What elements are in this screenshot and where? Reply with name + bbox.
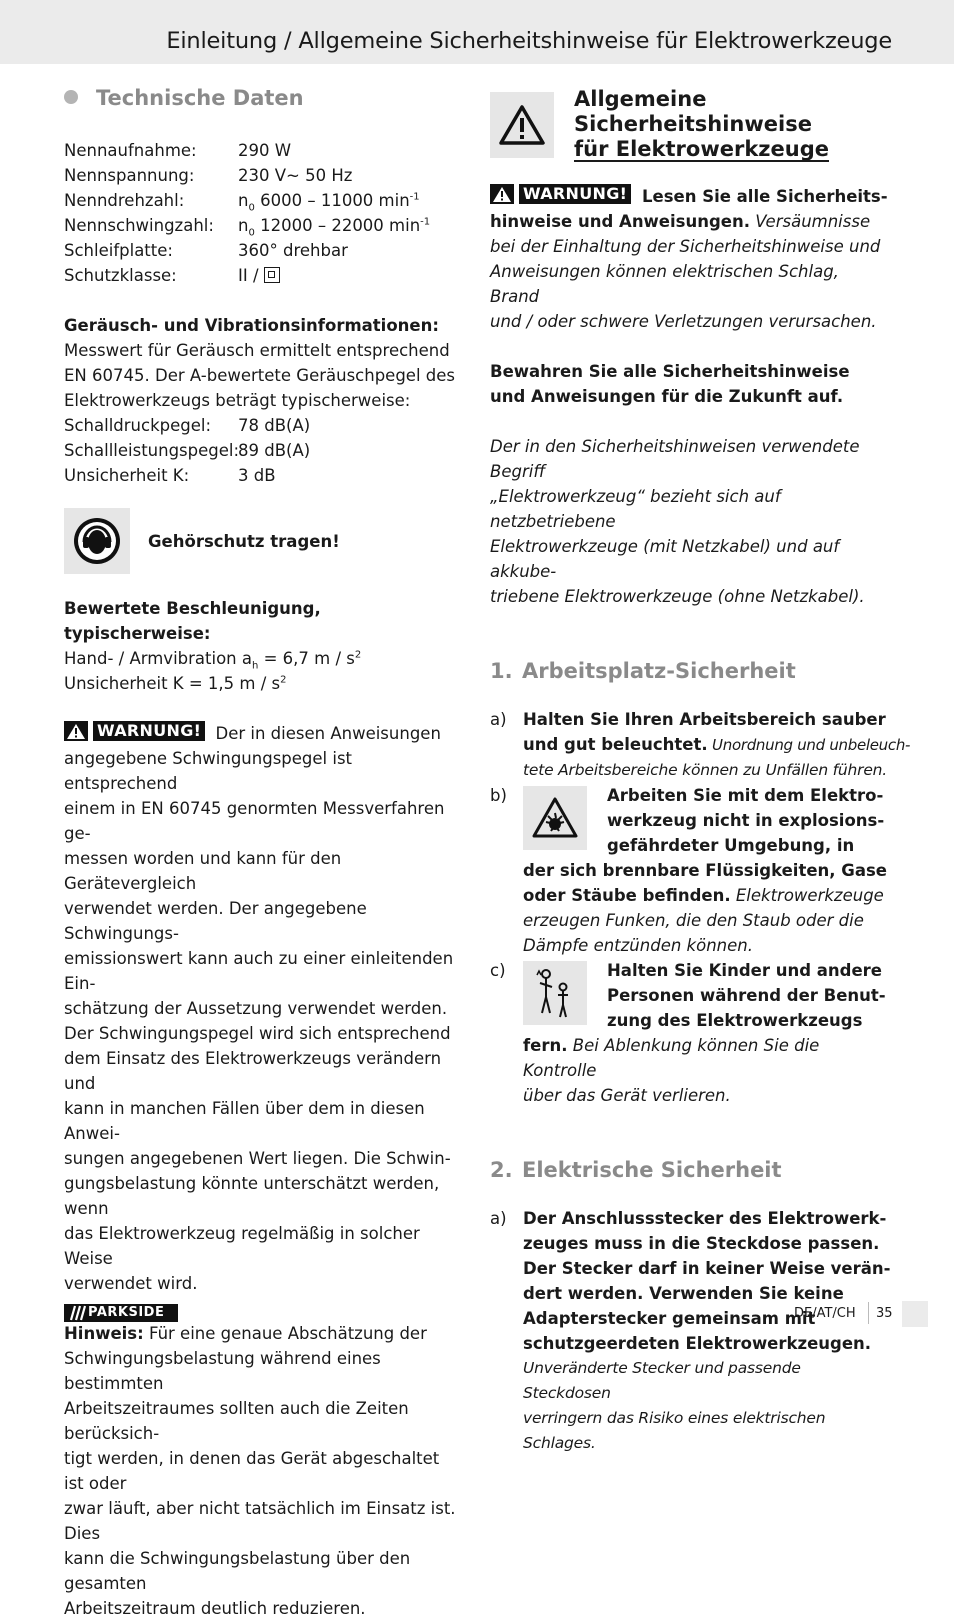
section-number: 2. (490, 1158, 513, 1182)
item-icon-row (523, 783, 892, 858)
ear-protection-row (64, 508, 464, 574)
page-number: 35 (876, 1306, 893, 1321)
text-line: verwendet werden. Der angegebene Schwingungs- (64, 899, 367, 943)
spec-row (64, 263, 464, 288)
text-line: kann in manchen Fällen über dem in diesen Anwei- (64, 1099, 425, 1143)
text-line: EN 60745. Der A-bewertete Geräuschpegel des (64, 366, 456, 385)
protection-class-icon (264, 267, 280, 283)
item-body (523, 783, 892, 958)
bold-text: oder Stäube befinden. (523, 886, 731, 905)
item-icon-row (523, 958, 892, 1033)
footer-page-tab (902, 1301, 928, 1327)
spec-key: Nennschwingzahl: (64, 216, 214, 235)
noise-value: 3 dB (238, 466, 276, 485)
noise-heading: Geräusch- und Vibrationsinformationen: (64, 316, 439, 335)
spec-value-sup: -1 (409, 191, 420, 203)
noise-row (64, 413, 464, 438)
spec-key: Nennaufnahme: (64, 141, 197, 160)
text-line: zeuges muss in die Steckdose passen. (523, 1234, 880, 1253)
spec-row (64, 213, 464, 238)
spec-value-sub: 0 (248, 202, 255, 214)
section-title-text: Arbeitsplatz-Sicherheit (522, 659, 796, 683)
text-line: Der Schwingungspegel wird sich entsprechend (64, 1024, 451, 1043)
spec-list (64, 138, 464, 288)
text-line: Messwert für Geräusch ermittelt entsprechend (64, 341, 450, 360)
text-line: werkzeug nicht in explosions- (607, 811, 885, 830)
text-line: Anweisungen können elektrischen Schlag, Brand (490, 262, 839, 306)
note-block (64, 1321, 464, 1621)
text-line: zwar läuft, aber nicht tatsächlich im Einsatz ist. Dies (64, 1499, 456, 1543)
warning-badge (64, 721, 210, 741)
text-line: Lesen Sie alle Sicherheits- (636, 187, 888, 206)
accel-heading: Bewertete Beschleunigung, typischerweise: (64, 599, 321, 643)
text-line: „Elektrowerkzeug“ bezieht sich auf netzbetriebene (490, 487, 781, 531)
footer-language: DE/AT/CH (794, 1306, 856, 1321)
accel-line-1 (64, 646, 464, 671)
spec-value-text: II / (238, 266, 264, 285)
text-line: Halten Sie Kinder und andere (607, 961, 882, 980)
warning-first-line (490, 184, 892, 209)
item-body (523, 707, 910, 783)
spec-value (238, 213, 430, 238)
noise-text (64, 338, 464, 413)
text-line: schätzung der Aussetzung verwendet werden. (64, 999, 448, 1018)
text-line: Elektrowerkzeugs beträgt typischerweise: (64, 391, 411, 410)
warning-label: WARNUNG! (519, 184, 631, 204)
text-line: der sich brennbare Flüssigkeiten, Gase (523, 861, 887, 880)
spec-value (238, 188, 420, 213)
item-bold-text (523, 1206, 892, 1356)
text-line: Für eine genaue Abschätzung der (143, 1324, 427, 1343)
item-side-text (607, 783, 884, 858)
vibration-warning (64, 721, 464, 1296)
text-line: emissionswert kann auch zu einer einleitenden Ein- (64, 949, 454, 993)
text-line: sungen angegebenen Wert liegen. Die Schwin- (64, 1149, 451, 1168)
spec-key: Schutzklasse: (64, 266, 177, 285)
text-line: verringern das Risiko eines elektrischen Schlages. (523, 1409, 826, 1452)
spec-value: 290 W (238, 141, 292, 160)
spec-value-sub: 0 (248, 227, 255, 239)
spec-row (64, 188, 464, 213)
text-line (523, 1033, 892, 1083)
text-line: bei der Einhaltung der Sicherheitshinweise und (490, 237, 881, 256)
item-label: a) (490, 710, 507, 729)
item-side-text (607, 958, 886, 1033)
keep-instructions (490, 359, 892, 409)
text-line: Arbeitszeitraum deutlich reduzieren. (64, 1599, 366, 1618)
spec-value-pre: n (238, 191, 249, 210)
warning-triangle-icon (490, 184, 514, 204)
warning-triangle-icon (64, 721, 88, 741)
text-line: Halten Sie Ihren Arbeitsbereich sauber (523, 710, 886, 729)
text-line: Der Stecker darf in keiner Weise verän- (523, 1259, 891, 1278)
title-line: Sicherheitshinweise (574, 112, 812, 136)
text-line: zung des Elektrowerkzeugs (607, 1011, 863, 1030)
list-item (490, 958, 892, 1108)
item-italic-text (523, 1356, 892, 1456)
text-line: Personen während der Benut- (607, 986, 886, 1005)
noise-row (64, 438, 464, 463)
text-line: schutzgeerdeten Elektrowerkzeugen. (523, 1334, 872, 1353)
text-line: Der in den Sicherheitshinweisen verwendete Begriff (490, 437, 860, 481)
accel-sup: 2 (280, 674, 287, 686)
noise-value: 89 dB(A) (238, 441, 311, 460)
text-line: Dämpfe entzünden können. (523, 936, 753, 955)
text-line: angegebene Schwingungspegel ist entsprechend (64, 749, 353, 793)
section-title-text: Elektrische Sicherheit (522, 1158, 782, 1182)
text-line: über das Gerät verlieren. (523, 1086, 731, 1105)
noise-key: Unsicherheit K: (64, 466, 190, 485)
warning-label: WARNUNG! (93, 721, 205, 741)
italic-text: Versäumnisse (749, 212, 871, 231)
text-line: kann die Schwingungsbelastung über den gesamten (64, 1549, 411, 1593)
item-body (523, 958, 892, 1108)
spec-key: Nenndrehzahl: (64, 191, 185, 210)
text-line: verwendet wird. (64, 1274, 198, 1293)
spec-key: Nennspannung: (64, 166, 195, 185)
text-line: Elektrowerkzeuge (mit Netzkabel) und auf akkube- (490, 537, 840, 581)
section-number: 1. (490, 659, 513, 683)
text-line (523, 883, 892, 908)
ear-protection-icon (64, 508, 130, 574)
left-column (64, 84, 464, 1621)
italic-text: Unordnung und unbeleuch- (707, 736, 911, 754)
item-body (523, 1206, 892, 1456)
spec-row (64, 138, 464, 163)
item-label: a) (490, 1209, 507, 1228)
accel-sub: h (252, 660, 259, 672)
spec-key: Schleifplatte: (64, 241, 173, 260)
text-line: dert werden. Verwenden Sie keine (523, 1284, 844, 1303)
item-label: c) (490, 961, 506, 980)
section-2-title (490, 1156, 892, 1184)
bold-text: fern. (523, 1036, 568, 1055)
spec-value-main: 12000 – 22000 min (254, 216, 421, 235)
text-line: das Elektrowerkzeug regelmäßig in solcher Weise (64, 1224, 420, 1268)
text-line: Arbeiten Sie mit dem Elektro- (607, 786, 884, 805)
noise-key: Schallleistungspegel: (64, 441, 240, 460)
warning-badge (490, 184, 636, 204)
general-safety-title (574, 84, 829, 160)
text-line: Bewahren Sie alle Sicherheitshinweise (490, 362, 850, 381)
text-line: erzeugen Funken, die den Staub oder die (523, 911, 864, 930)
footer-divider (868, 1302, 869, 1324)
logo-text: PARKSIDE (88, 1305, 165, 1320)
section-technical-data-title (64, 84, 464, 112)
logo-stripes-icon (68, 1304, 86, 1328)
text-line: gungsbelastung könnte unterschätzt werden, wenn (64, 1174, 440, 1218)
text-line: Unveränderte Stecker und passende Steckdosen (523, 1359, 801, 1402)
spec-value: 230 V~ 50 Hz (238, 166, 353, 185)
text-line: gefährdeter Umgebung, in (607, 836, 855, 855)
text-line (490, 209, 892, 234)
page-header (0, 0, 954, 64)
right-column (490, 84, 911, 1456)
spec-value-sup: -1 (420, 216, 431, 228)
list-item (490, 783, 892, 958)
text-line: Der Anschlussstecker des Elektrowerk- (523, 1209, 887, 1228)
warning-triangle-icon (498, 104, 546, 146)
list-item (490, 707, 911, 783)
text-line: triebene Elektrowerkzeuge (ohne Netzkabel). (490, 587, 865, 606)
text-line: und Anweisungen für die Zukunft auf. (490, 387, 844, 406)
italic-text: Bei Ablenkung können Sie die Kontrolle (523, 1036, 820, 1080)
text-line: tigt werden, in denen das Gerät abgeschaltet ist oder (64, 1449, 440, 1493)
ear-protection-label: Gehörschutz tragen! (148, 531, 340, 551)
spec-value: 360° drehbar (238, 241, 348, 260)
text-line: Arbeitszeitraumes sollten auch die Zeiten berücksich- (64, 1399, 409, 1443)
text-line: Adapterstecker gemeinsam mit (523, 1309, 816, 1328)
bullet-icon (64, 90, 78, 104)
text-line: Der in diesen Anweisungen (210, 724, 441, 743)
accel-text: Hand- / Armvibration a (64, 649, 252, 668)
noise-row (64, 463, 464, 488)
bold-text: hinweise und Anweisungen. (490, 212, 750, 231)
text-line: tete Arbeitsbereiche können zu Unfällen führen. (523, 761, 888, 779)
noise-key: Schalldruckpegel: (64, 416, 212, 435)
italic-text: Elektrowerkzeuge (730, 886, 884, 905)
spec-value (238, 263, 280, 288)
explosion-hazard-icon (523, 786, 587, 850)
bold-text: und gut beleuchtet. (523, 735, 708, 754)
text-line: messen worden und kann für den Gerätevergleich (64, 849, 342, 893)
general-warning (490, 184, 892, 334)
page-title: Einleitung / Allgemeine Sicherheitshinweise für Elektrowerkzeuge (166, 28, 892, 54)
text-line: dem Einsatz des Elektrowerkzeugs verändern und (64, 1049, 442, 1093)
warning-triangle-box (490, 92, 554, 158)
tech-title-text: Technische Daten (96, 86, 304, 110)
warning-first-line (64, 721, 464, 746)
accel-sup: 2 (354, 649, 362, 661)
text-line: und / oder schwere Verletzungen verursachen. (490, 312, 877, 331)
title-line: für Elektrowerkzeuge (574, 137, 829, 161)
noise-value: 78 dB(A) (238, 416, 311, 435)
keep-children-away-icon (523, 961, 587, 1025)
title-line: Allgemeine (574, 87, 707, 111)
accel-text: Unsicherheit K = 1,5 m / s (64, 674, 281, 693)
term-definition (490, 434, 892, 609)
accel-text: = 6,7 m / s (258, 649, 355, 668)
text-line: einem in EN 60745 genormten Messverfahren ge- (64, 799, 445, 843)
note-first-line (64, 1321, 464, 1346)
section-1-title (490, 657, 892, 685)
note-label: Hinweis: (64, 1324, 144, 1343)
spec-row (64, 238, 464, 263)
text-line: Schwingungsbelastung während eines bestimmten (64, 1349, 381, 1393)
item-label: b) (490, 786, 507, 805)
accel-line-2 (64, 671, 464, 696)
text-line (523, 732, 910, 758)
spec-row (64, 163, 464, 188)
general-safety-header (490, 84, 892, 160)
spec-value-main: 6000 – 11000 min (254, 191, 410, 210)
list-item (490, 1206, 892, 1456)
spec-value-pre: n (238, 216, 249, 235)
parkside-logo (64, 1304, 178, 1322)
